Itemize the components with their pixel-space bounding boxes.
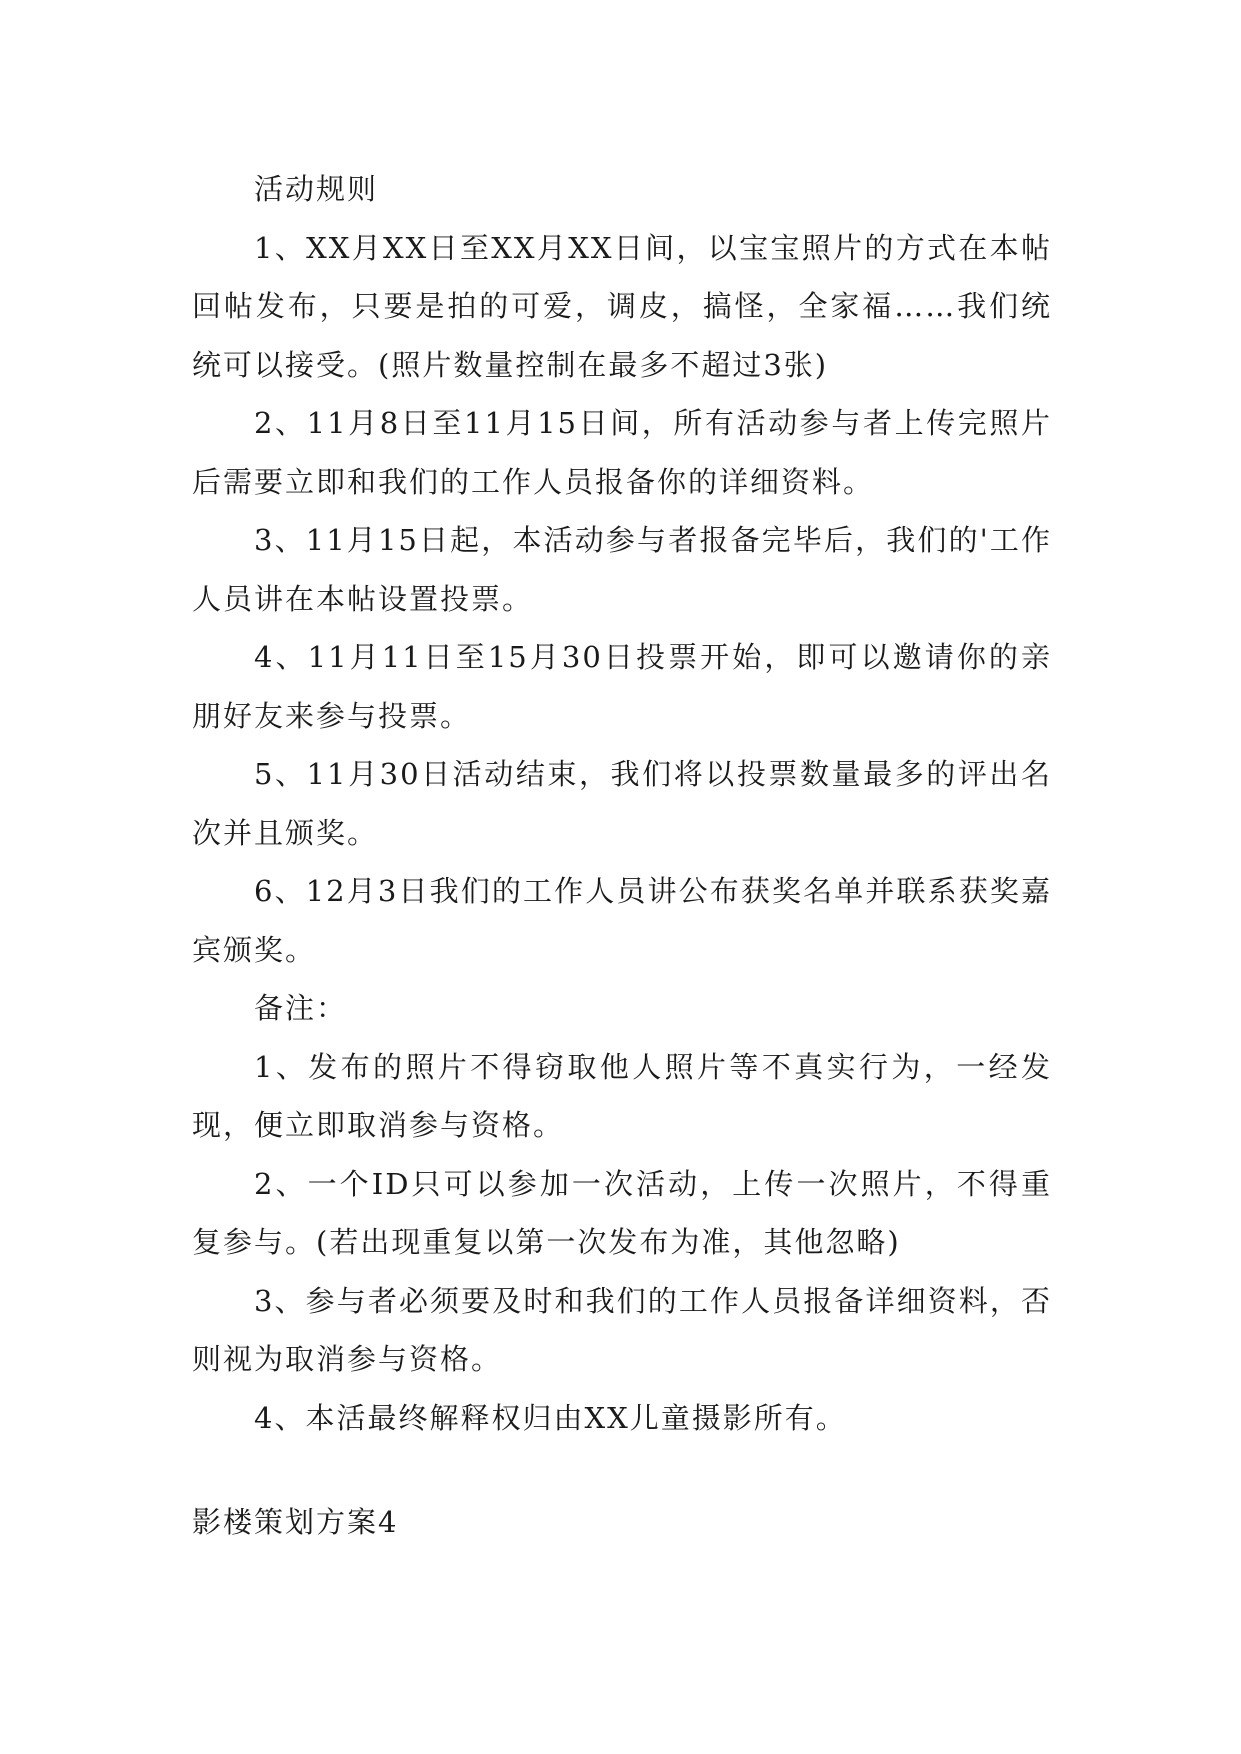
rule-item-6: 6、12月3日我们的工作人员讲公布获奖名单并联系获奖嘉宾颁奖。 [192,874,1052,967]
next-section-heading: 影楼策划方案4 [192,1505,399,1539]
rule-item-3: 3、11月15日起，本活动参与者报备完毕后，我们的'工作人员讲在本帖设置投票。 [192,523,1052,616]
note-item-3: 3、参与者必须要及时和我们的工作人员报备详细资料，否则视为取消参与资格。 [192,1283,1052,1376]
rule-item-1: 1、XX月XX日至XX月XX日间，以宝宝照片的方式在本帖回帖发布，只要是拍的可爱，调皮，搞怪，全家福……我们统统可以接受。(照片数量控制在最多不超过3张) [192,230,1052,382]
notes-title: 备注： [254,991,348,1025]
document-body [192,160,1052,1447]
note-item-4: 4、本活最终解释权归由XX儿童摄影所有。 [254,1400,847,1435]
note-item-1: 1、发布的照片不得窃取他人照片等不真实行为，一经发现，便立即取消参与资格。 [192,1049,1052,1142]
rule-item-5: 5、11月30日活动结束，我们将以投票数量最多的评出名次并且颁奖。 [192,757,1052,850]
rule-item-2: 2、11月8日至11月15日间，所有活动参与者上传完照片后需要立即和我们的工作人员报备你的详细资料。 [192,406,1052,499]
section-title: 活动规则 [254,172,379,206]
rule-item-4: 4、11月11日至15月30日投票开始，即可以邀请你的亲朋好友来参与投票。 [192,640,1052,733]
note-item-2: 2、一个ID只可以参加一次活动，上传一次照片，不得重复参与。(若出现重复以第一次发布为准，其他忽略) [192,1166,1052,1259]
